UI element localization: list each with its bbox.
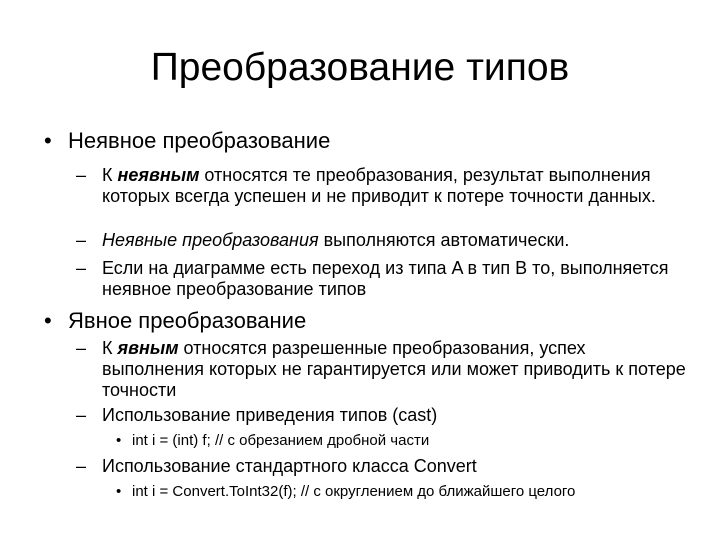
subitem-implicit-diagram <box>76 258 686 300</box>
emphasis-text: Неявные преобразования <box>102 230 319 250</box>
code-example-cast <box>116 432 706 450</box>
subitem-convert-class <box>76 456 686 477</box>
code-line: int i = (int) f; // с обрезанием дробной части <box>132 432 430 449</box>
bullet-icon: • <box>44 128 52 153</box>
slide-title: Преобразование типов <box>150 46 570 89</box>
code-line: int i = Convert.ToInt32(f); // с округлением до ближайшего целого <box>132 483 576 500</box>
subitem-implicit-automatic <box>76 230 686 251</box>
subitem-text: Использование стандартного класса Convert <box>102 456 477 476</box>
subitem-text: Использование приведения типов (cast) <box>102 405 438 425</box>
emphasis-text: неявным <box>117 165 200 185</box>
dash-icon: – <box>76 165 87 185</box>
dash-icon: – <box>76 405 87 425</box>
bullet-explicit-conversion <box>44 308 684 334</box>
dash-icon: – <box>76 258 87 278</box>
subitem-text: К неявным относятся те преобразования, результат выполнения которых всегда успешен и не приводит к потере точности данных. <box>102 165 656 206</box>
dash-icon: – <box>76 456 87 476</box>
dash-icon: – <box>76 338 87 358</box>
code-example-convert <box>116 483 706 501</box>
subitem-implicit-definition <box>76 165 686 207</box>
bullet-icon: • <box>116 483 122 500</box>
subitem-text: Если на диаграмме есть переход из типа A в тип B то, выполняется неявное преобразование типов <box>102 258 669 299</box>
section-heading: Неявное преобразование <box>68 128 331 153</box>
bullet-implicit-conversion <box>44 128 684 154</box>
subitem-text: К явным относятся разрешенные преобразования, успех выполнения которых не гарантируется или может приводить к потере точности <box>102 338 686 400</box>
subitem-cast <box>76 405 686 426</box>
section-heading: Явное преобразование <box>68 308 307 333</box>
subitem-explicit-definition <box>76 338 686 401</box>
bullet-icon: • <box>44 308 52 333</box>
subitem-text: Неявные преобразования выполняются автоматически. <box>102 230 570 250</box>
bullet-icon: • <box>116 432 122 449</box>
dash-icon: – <box>76 230 87 250</box>
emphasis-text: явным <box>117 338 179 358</box>
